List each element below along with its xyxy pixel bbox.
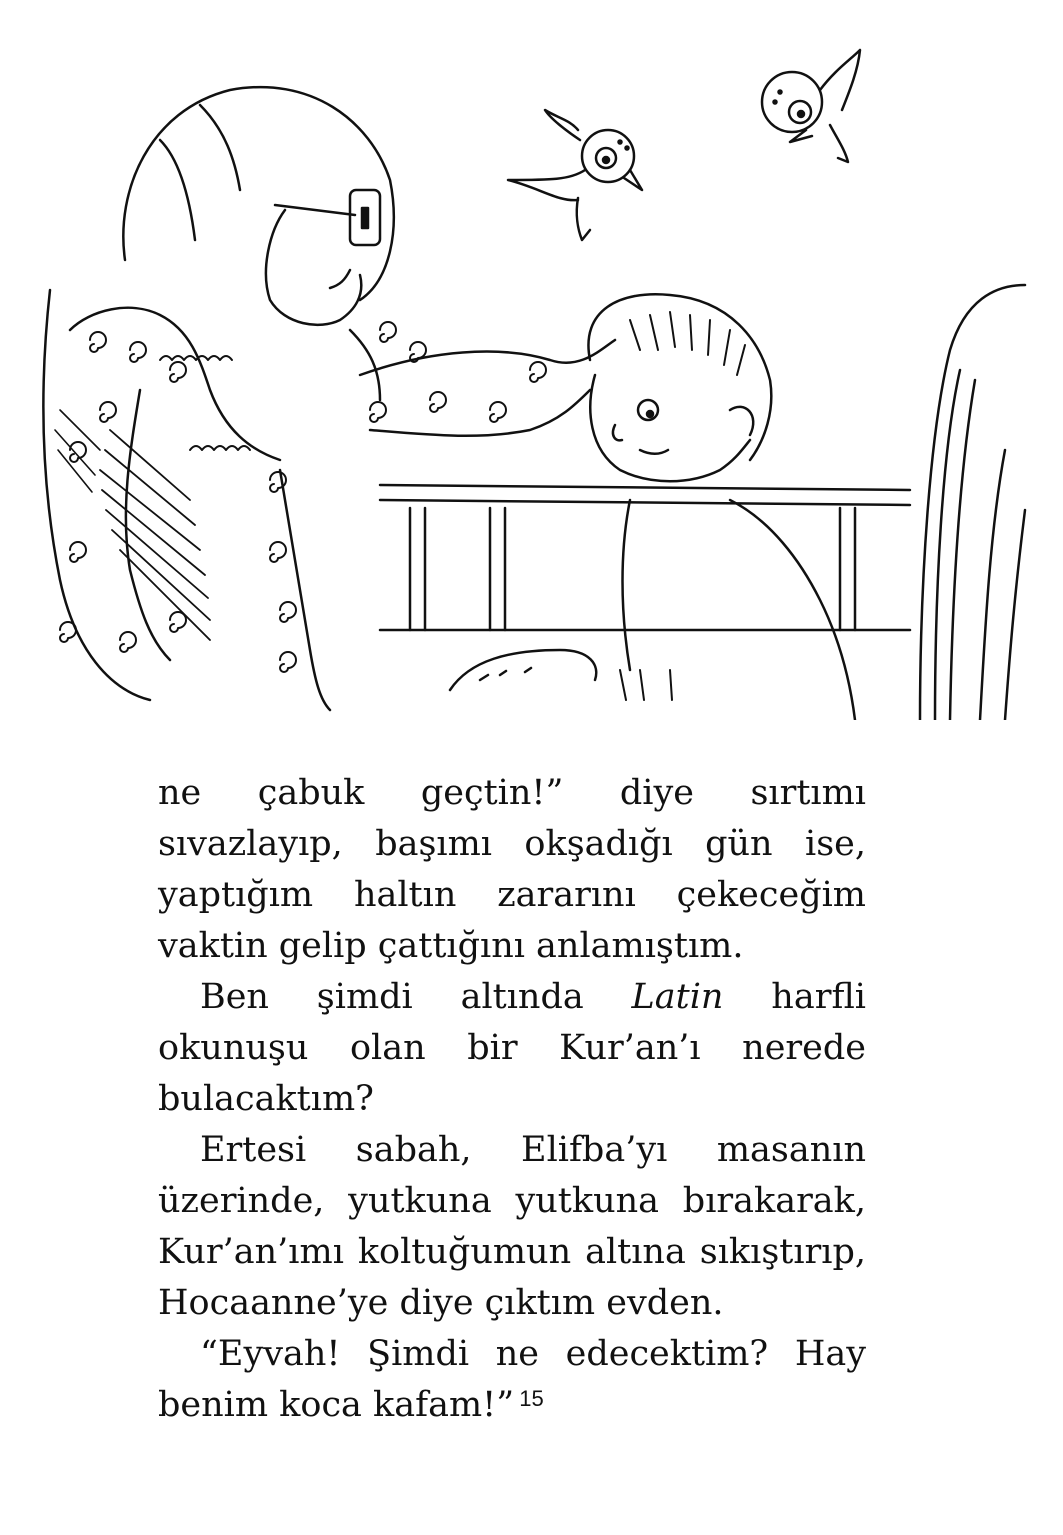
body-text — [158, 768, 866, 1431]
paragraph-2-before: Ben şimdi altında — [200, 977, 632, 1017]
bird-right — [762, 50, 860, 162]
paragraph-4: “Eyvah! Şimdi ne edecektim? Hay benim koca kafam!” — [158, 1334, 866, 1425]
illustration-woman-patting-boy — [30, 30, 1030, 720]
chair-right — [920, 285, 1025, 720]
page-number: 15 — [519, 1386, 544, 1411]
bird-left — [508, 110, 642, 240]
paragraph-3: Ertesi sabah, Elifba’yı masanın üzerinde, yutkuna yutkuna bırakarak, Kur’an’ımı koltuğumun altına sıkıştırıp, Hocaanne’ye diye çıktım evden. — [158, 1130, 866, 1323]
boy-figure — [450, 294, 855, 720]
paragraph-2-after: harfli okunuşu olan bir Kur’an’ı nerede bulacaktım? — [158, 977, 866, 1119]
paragraph-2 — [158, 972, 866, 1125]
railing — [380, 485, 910, 630]
paragraph-1: ne çabuk geçtin!” diye sırtımı sıvazlayıp, başımı okşadığı gün ise, yaptığım haltın zararını çekeceğim vaktin gelip çattığını anlamıştım. — [158, 773, 866, 966]
paragraph-2-italic-word: Latin — [631, 977, 724, 1017]
